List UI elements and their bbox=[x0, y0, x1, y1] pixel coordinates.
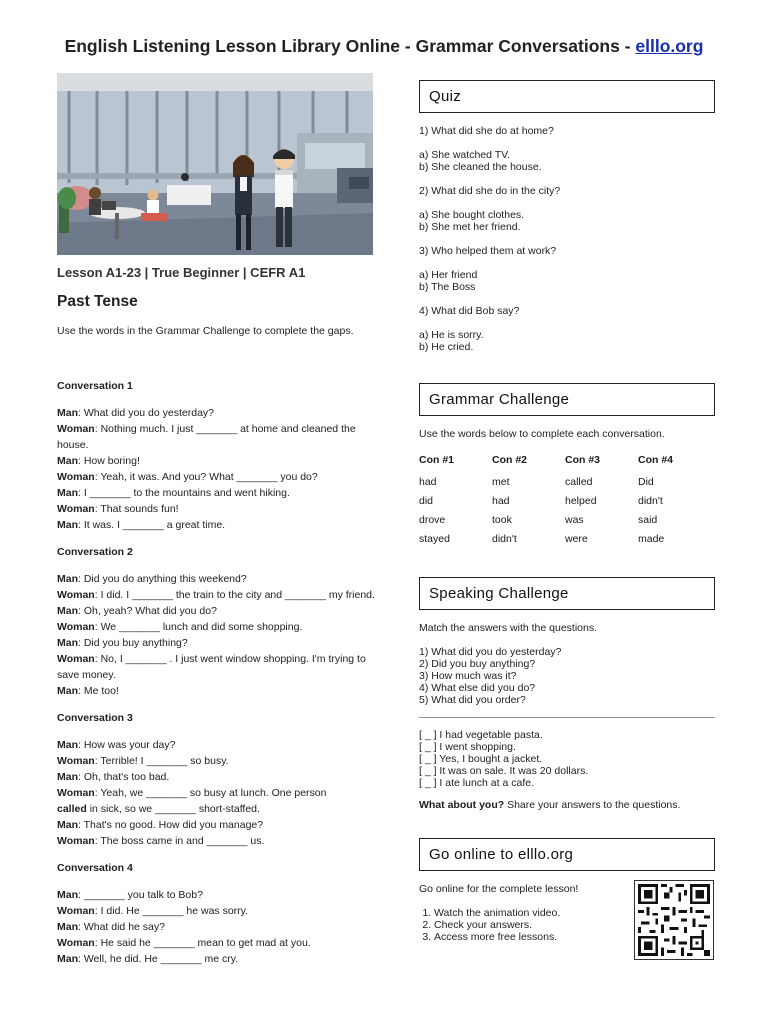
column-header: Con #4 bbox=[638, 454, 674, 466]
dialogue-line: Woman: He said he _______ mean to get mad at you. bbox=[57, 937, 311, 949]
speaking-challenge-section bbox=[419, 577, 715, 811]
list-item: 3. Access more free lessons. bbox=[434, 931, 715, 943]
table-header-row bbox=[419, 454, 711, 473]
list-item: 3) How much was it? bbox=[419, 670, 517, 682]
right-column bbox=[419, 80, 715, 973]
speaker: Woman bbox=[57, 835, 95, 847]
dialogue-line: Woman: The boss came in and _______ us. bbox=[57, 835, 265, 847]
list-item: [ _ ] I ate lunch at a cafe. bbox=[419, 777, 534, 789]
dialogue-line: Woman: That sounds fun! bbox=[57, 503, 179, 515]
speaker: Man bbox=[57, 819, 78, 831]
speaker: Woman bbox=[57, 503, 95, 515]
column-header: Con #1 bbox=[419, 454, 455, 466]
dialogue-line: Man: I _______ to the mountains and went hiking. bbox=[57, 487, 290, 499]
conversation-2 bbox=[57, 544, 377, 699]
office-illustration bbox=[57, 73, 373, 255]
list-item: 5) What did you order? bbox=[419, 694, 526, 706]
list-item: [ _ ] I had vegetable pasta. bbox=[419, 729, 543, 741]
quiz-question: 1) What did she do at home? a) She watched TV. b) She cleaned the house. bbox=[419, 125, 715, 173]
quiz-option: a) Her friend bbox=[419, 269, 478, 281]
dialogue-line: Woman: Terrible! I _______ so busy. bbox=[57, 755, 229, 767]
list-item: 1) What did you do yesterday? bbox=[419, 646, 562, 658]
speaker: Man bbox=[57, 605, 78, 617]
speaker: Woman bbox=[57, 937, 95, 949]
speaking-challenge-title: Speaking Challenge bbox=[419, 577, 715, 610]
speaker: called bbox=[57, 803, 87, 815]
speaker: Woman bbox=[57, 589, 95, 601]
table-row: drove took was said bbox=[419, 514, 658, 526]
list-item: 2. Check your answers. bbox=[434, 919, 715, 931]
conversation-title: Conversation 1 bbox=[57, 380, 133, 392]
divider bbox=[419, 717, 715, 718]
list-item: 2) Did you buy anything? bbox=[419, 658, 536, 670]
dialogue-line: Man: Me too! bbox=[57, 685, 119, 697]
table-row: did had helped didn't bbox=[419, 495, 663, 507]
page-title: English Listening Lesson Library Online - Grammar Conversations - bbox=[64, 36, 636, 56]
dialogue-line: Woman: Yeah, we _______ so busy at lunch. One person bbox=[57, 787, 327, 799]
quiz-question: 4) What did Bob say? a) He is sorry. b) He cried. bbox=[419, 305, 715, 353]
page-header bbox=[0, 36, 768, 57]
speaker: Man bbox=[57, 519, 78, 531]
speaking-challenge-note: Match the answers with the questions. bbox=[419, 622, 598, 634]
speaker: Woman bbox=[57, 471, 95, 483]
dialogue-line: Woman: Nothing much. I just _______ at home and cleaned the house. bbox=[57, 423, 356, 451]
speaker: Woman bbox=[57, 755, 95, 767]
speaker: Man bbox=[57, 573, 78, 585]
speaker: Man bbox=[57, 637, 78, 649]
quiz-question: 2) What did she do in the city? a) She bought clothes. b) She met her friend. bbox=[419, 185, 715, 233]
speaker: Man bbox=[57, 487, 78, 499]
quiz-option: a) She bought clothes. bbox=[419, 209, 525, 221]
dialogue-line: Man: What did you do yesterday? bbox=[57, 407, 214, 419]
speaker: Man bbox=[57, 739, 78, 751]
dialogue-line: Man: Oh, yeah? What did you do? bbox=[57, 605, 217, 617]
lesson-meta: Lesson A1-23 | True Beginner | CEFR A1 bbox=[57, 265, 306, 280]
dialogue-line: Man: Oh, that's too bad. bbox=[57, 771, 170, 783]
speaker: Woman bbox=[57, 653, 95, 665]
dialogue-line: Man: _______ you talk to Bob? bbox=[57, 889, 203, 901]
dialogue-line: Man: Well, he did. He _______ me cry. bbox=[57, 953, 239, 965]
dialogue-line: Man: How boring! bbox=[57, 455, 140, 467]
quiz-questions bbox=[419, 125, 715, 353]
quiz-option: b) He cried. bbox=[419, 341, 474, 353]
qr-code-icon[interactable] bbox=[634, 880, 714, 960]
conversation-3 bbox=[57, 710, 377, 849]
quiz-section bbox=[419, 80, 715, 353]
grammar-challenge-title: Grammar Challenge bbox=[419, 383, 715, 416]
quiz-question: 3) Who helped them at work? a) Her friend b) The Boss bbox=[419, 245, 715, 293]
dialogue-line: called in sick, so we _______ short-staffed. bbox=[57, 803, 260, 815]
elllo-link[interactable]: elllo.org bbox=[635, 36, 704, 56]
speaker: Man bbox=[57, 685, 78, 697]
dialogue-line: Man: That's no good. How did you manage? bbox=[57, 819, 264, 831]
speaking-questions bbox=[419, 646, 715, 706]
left-column bbox=[57, 73, 377, 967]
dialogue-line: Woman: Yeah, it was. And you? What _______ you do? bbox=[57, 471, 318, 483]
list-item: [ _ ] I went shopping. bbox=[419, 741, 516, 753]
speaker: Man bbox=[57, 953, 78, 965]
column-header: Con #2 bbox=[492, 454, 528, 466]
dialogue-line: Woman: I did. I _______ the train to the city and _______ my friend. bbox=[57, 589, 375, 601]
table-row: stayed didn't were made bbox=[419, 533, 665, 545]
quiz-title: Quiz bbox=[419, 80, 715, 113]
dialogue-line: Woman: No, I _______ . I just went window shopping. I'm trying to save money. bbox=[57, 653, 366, 681]
speaker: Man bbox=[57, 455, 78, 467]
speaker: Man bbox=[57, 889, 78, 901]
speaker: Man bbox=[57, 407, 78, 419]
list-item: 1. Watch the animation video. bbox=[434, 907, 715, 919]
list-item: [ _ ] Yes, I bought a jacket. bbox=[419, 753, 543, 765]
speaker: Woman bbox=[57, 905, 95, 917]
dialogue-line: Woman: We _______ lunch and did some shopping. bbox=[57, 621, 303, 633]
go-online-body bbox=[419, 883, 715, 973]
speaker: Man bbox=[57, 771, 78, 783]
lesson-instructions: Use the words in the Grammar Challenge to complete the gaps. bbox=[57, 325, 354, 337]
quiz-option: b) She met her friend. bbox=[419, 221, 521, 233]
conversation-1 bbox=[57, 378, 377, 533]
speaker: Woman bbox=[57, 787, 95, 799]
quiz-option: b) She cleaned the house. bbox=[419, 161, 542, 173]
conversation-title: Conversation 3 bbox=[57, 712, 133, 724]
column-header: Con #3 bbox=[565, 454, 601, 466]
dialogue-line: Man: Did you do anything this weekend? bbox=[57, 573, 247, 585]
go-online-section bbox=[419, 838, 715, 973]
what-about-you: What about you? Share your answers to the questions. bbox=[419, 799, 681, 811]
dialogue-line: Man: Did you buy anything? bbox=[57, 637, 188, 649]
grammar-challenge-note: Use the words below to complete each conversation. bbox=[419, 428, 665, 440]
quiz-option: a) She watched TV. bbox=[419, 149, 511, 161]
dialogue-line: Man: What did he say? bbox=[57, 921, 165, 933]
table-row: had met called Did bbox=[419, 476, 654, 488]
conversation-title: Conversation 4 bbox=[57, 862, 133, 874]
quiz-option: a) He is sorry. bbox=[419, 329, 484, 341]
dialogue-line: Man: It was. I _______ a great time. bbox=[57, 519, 226, 531]
speaker: Woman bbox=[57, 423, 95, 435]
dialogue-line: Man: How was your day? bbox=[57, 739, 176, 751]
dialogue-line: Woman: I did. He _______ he was sorry. bbox=[57, 905, 249, 917]
speaker: Man bbox=[57, 921, 78, 933]
word-table bbox=[419, 454, 711, 549]
go-online-title: Go online to elllo.org bbox=[419, 838, 715, 871]
list-item: [ _ ] It was on sale. It was 20 dollars. bbox=[419, 765, 589, 777]
speaker: Woman bbox=[57, 621, 95, 633]
conversation-4 bbox=[57, 860, 377, 967]
go-online-note: Go online for the complete lesson! bbox=[419, 883, 579, 895]
grammar-challenge-section bbox=[419, 383, 715, 549]
lesson-title: Past Tense bbox=[57, 293, 138, 310]
list-item: 4) What else did you do? bbox=[419, 682, 536, 694]
quiz-option: b) The Boss bbox=[419, 281, 476, 293]
conversation-title: Conversation 2 bbox=[57, 546, 133, 558]
speaking-answers bbox=[419, 729, 715, 789]
